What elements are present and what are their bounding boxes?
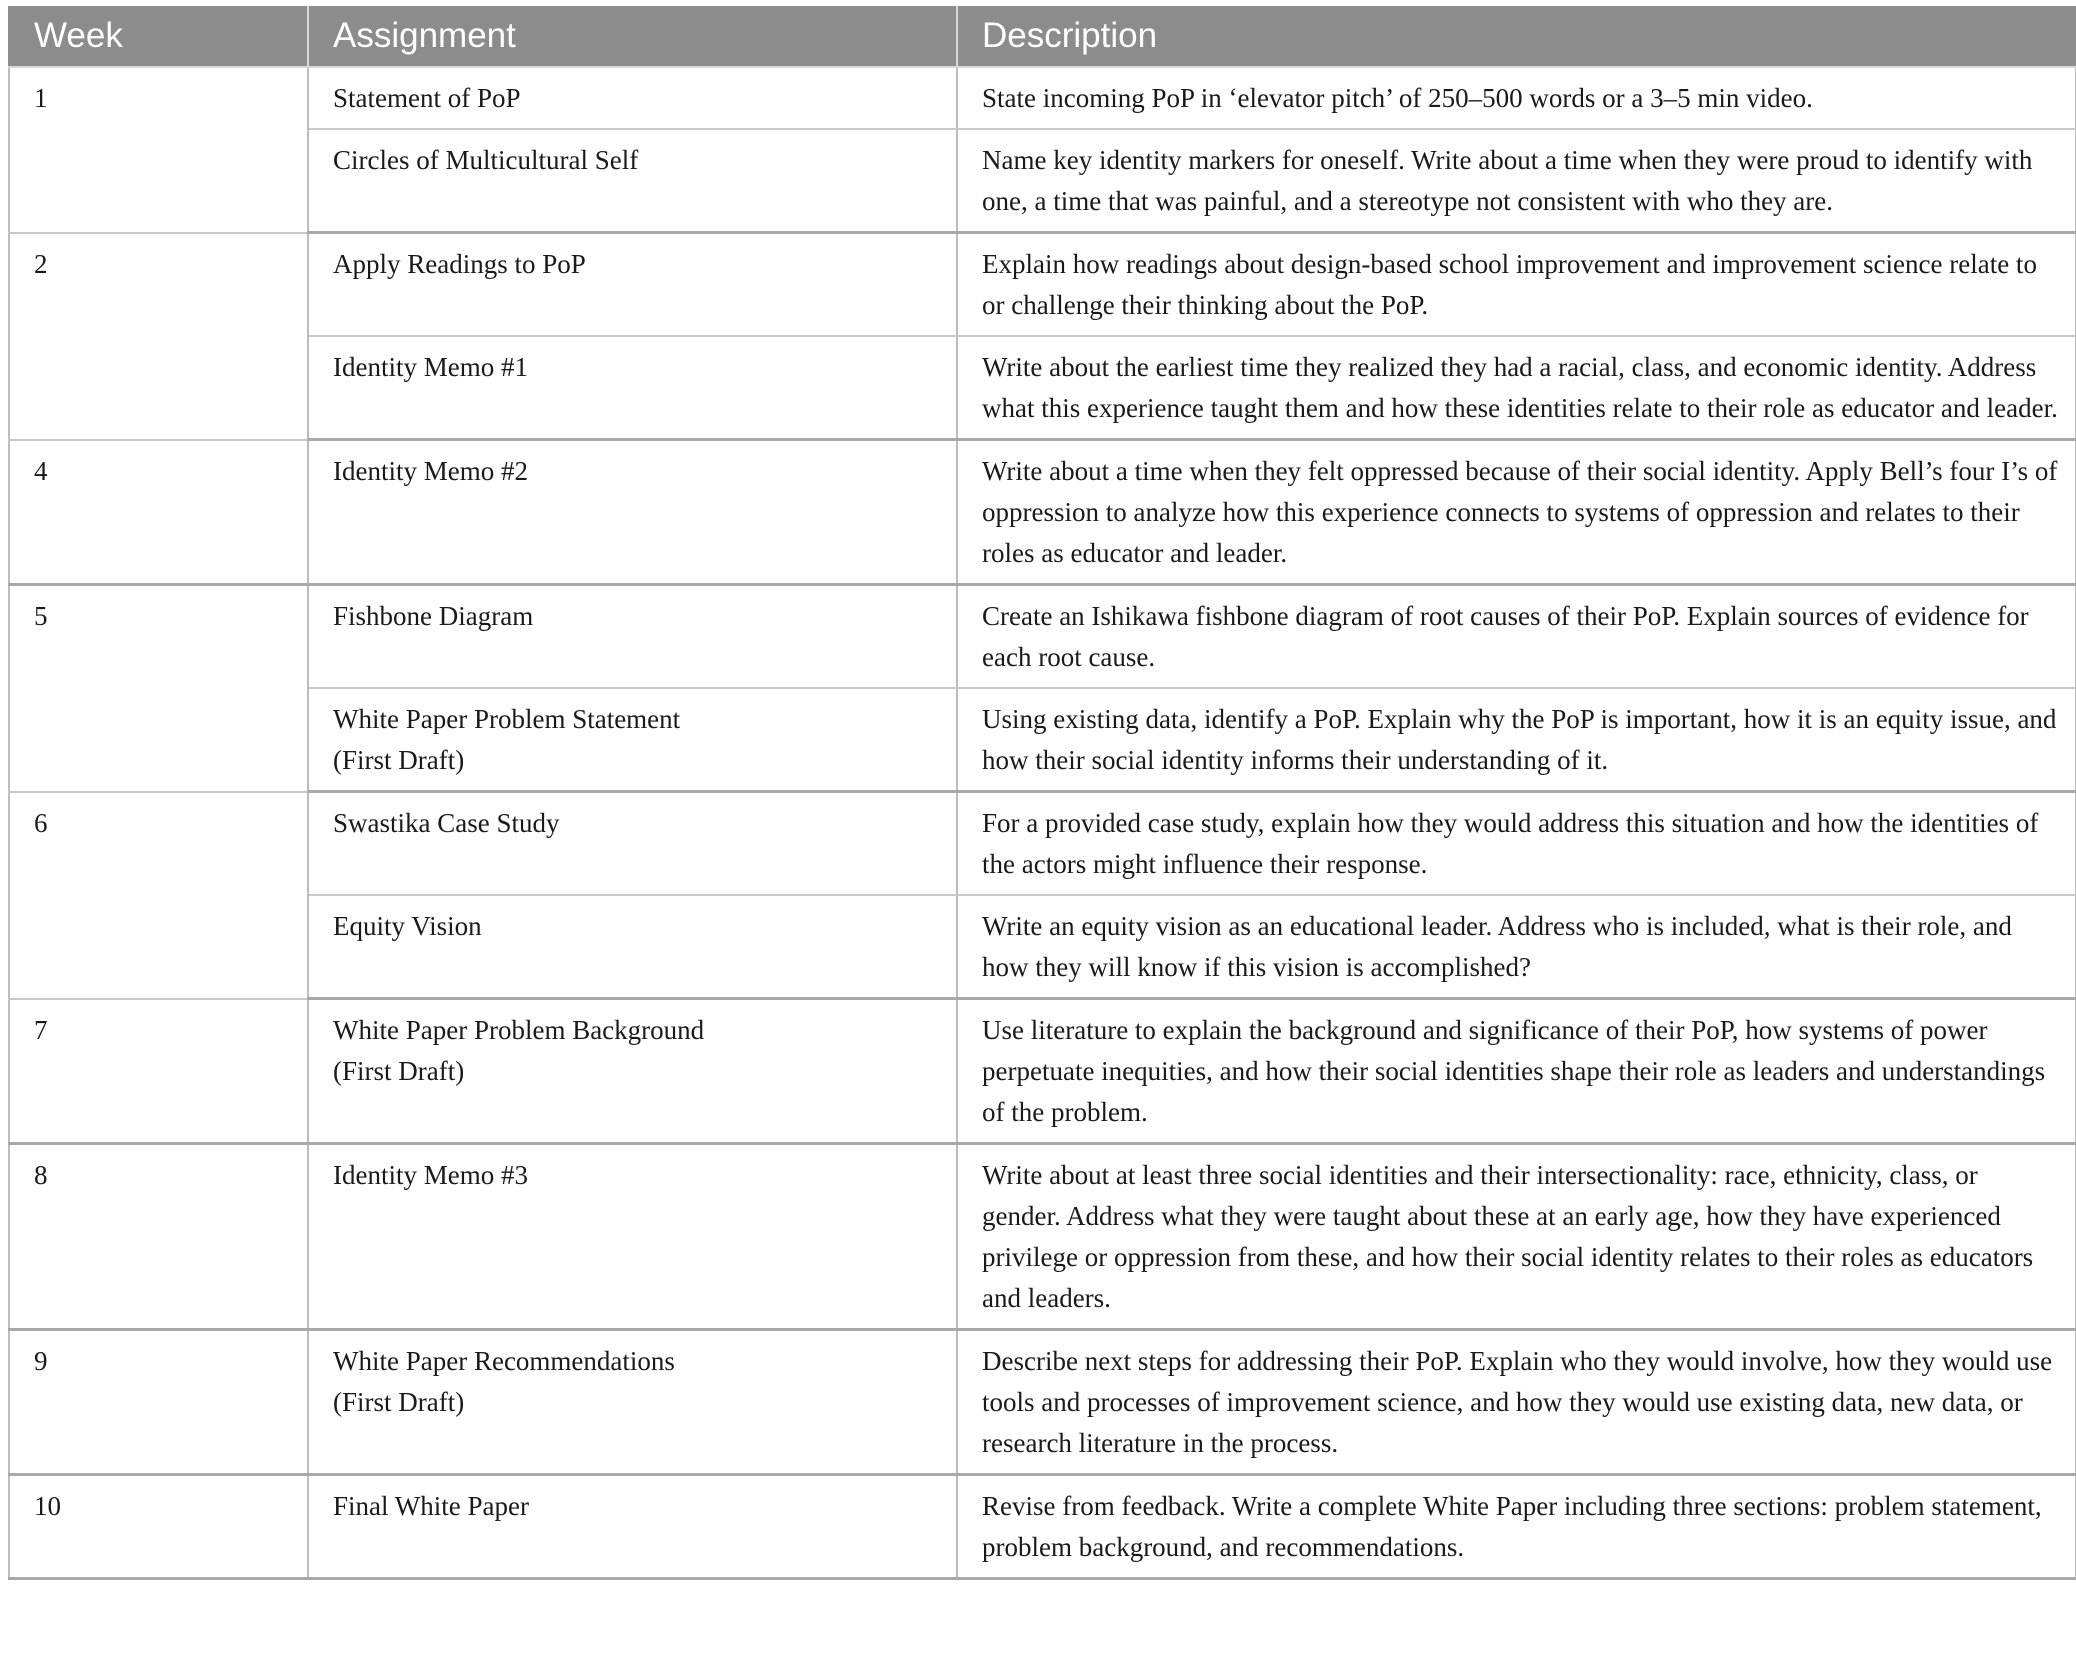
assignment-cell: Statement of PoP — [308, 67, 957, 129]
description-cell: Use literature to explain the background and significance of their PoP, how systems of power perpetuate inequities, and how their social identities shape their role as leaders and understandings of the problem. — [957, 999, 2076, 1144]
assignment-cell: White Paper Problem Statement (First Draft) — [308, 688, 957, 792]
table-row — [9, 895, 2076, 999]
assignment-table-container — [8, 6, 2075, 1580]
description-cell: Name key identity markers for oneself. Write about a time when they were proud to identify with one, a time that was painful, and a stereotype not consistent with who they are. — [957, 129, 2076, 233]
assignment-cell: White Paper Recommendations (First Draft) — [308, 1330, 957, 1475]
week-cell: 1 — [9, 67, 308, 233]
table-body — [9, 67, 2076, 1579]
assignment-cell: Swastika Case Study — [308, 792, 957, 896]
table-row — [9, 688, 2076, 792]
header-row — [9, 6, 2076, 67]
assignment-cell: Fishbone Diagram — [308, 585, 957, 689]
header-description: Description — [957, 6, 2076, 67]
table-row — [9, 129, 2076, 233]
description-cell: Revise from feedback. Write a complete White Paper including three sections: problem statement, problem background, and recommendations. — [957, 1475, 2076, 1579]
table-row — [9, 1330, 2076, 1475]
assignment-cell: Apply Readings to PoP — [308, 233, 957, 337]
week-cell: 4 — [9, 440, 308, 585]
assignment-cell: Identity Memo #2 — [308, 440, 957, 585]
assignment-cell: Final White Paper — [308, 1475, 957, 1579]
week-cell: 10 — [9, 1475, 308, 1579]
table-row — [9, 1144, 2076, 1330]
table-row — [9, 999, 2076, 1144]
table-row — [9, 792, 2076, 896]
table-row — [9, 1475, 2076, 1579]
header-week: Week — [9, 6, 308, 67]
description-cell: Explain how readings about design-based school improvement and improvement science relate to or challenge their thinking about the PoP. — [957, 233, 2076, 337]
table-header — [9, 6, 2076, 67]
week-cell: 5 — [9, 585, 308, 792]
week-cell: 8 — [9, 1144, 308, 1330]
assignment-cell: Circles of Multicultural Self — [308, 129, 957, 233]
assignment-cell: Identity Memo #3 — [308, 1144, 957, 1330]
description-cell: Describe next steps for addressing their PoP. Explain who they would involve, how they would use tools and processes of improvement science, and how they would use existing data, new data, or research literature in the process. — [957, 1330, 2076, 1475]
table-row — [9, 585, 2076, 689]
assignment-cell: Equity Vision — [308, 895, 957, 999]
table-row — [9, 440, 2076, 585]
description-cell: Create an Ishikawa fishbone diagram of root causes of their PoP. Explain sources of evidence for each root cause. — [957, 585, 2076, 689]
description-cell: State incoming PoP in ‘elevator pitch’ of 250–500 words or a 3–5 min video. — [957, 67, 2076, 129]
week-cell: 2 — [9, 233, 308, 440]
description-cell: Using existing data, identify a PoP. Explain why the PoP is important, how it is an equity issue, and how their social identity informs their understanding of it. — [957, 688, 2076, 792]
description-cell: Write about at least three social identities and their intersectionality: race, ethnicity, class, or gender. Address what they were taught about these at an early age, how they have experienced privilege or oppression from these, and how their social identity relates to their roles as educators and leaders. — [957, 1144, 2076, 1330]
header-assignment: Assignment — [308, 6, 957, 67]
description-cell: Write about a time when they felt oppressed because of their social identity. Apply Bell’s four I’s of oppression to analyze how this experience connects to systems of oppression and relates to their roles as educator and leader. — [957, 440, 2076, 585]
table-row — [9, 233, 2076, 337]
assignment-cell: Identity Memo #1 — [308, 336, 957, 440]
assignment-cell: White Paper Problem Background (First Draft) — [308, 999, 957, 1144]
table-row — [9, 336, 2076, 440]
table-row — [9, 67, 2076, 129]
week-cell: 9 — [9, 1330, 308, 1475]
week-cell: 7 — [9, 999, 308, 1144]
assignment-table — [8, 6, 2076, 1580]
description-cell: For a provided case study, explain how they would address this situation and how the identities of the actors might influence their response. — [957, 792, 2076, 896]
description-cell: Write about the earliest time they realized they had a racial, class, and economic identity. Address what this experience taught them and how these identities relate to their role as educator and leader. — [957, 336, 2076, 440]
description-cell: Write an equity vision as an educational leader. Address who is included, what is their role, and how they will know if this vision is accomplished? — [957, 895, 2076, 999]
week-cell: 6 — [9, 792, 308, 999]
